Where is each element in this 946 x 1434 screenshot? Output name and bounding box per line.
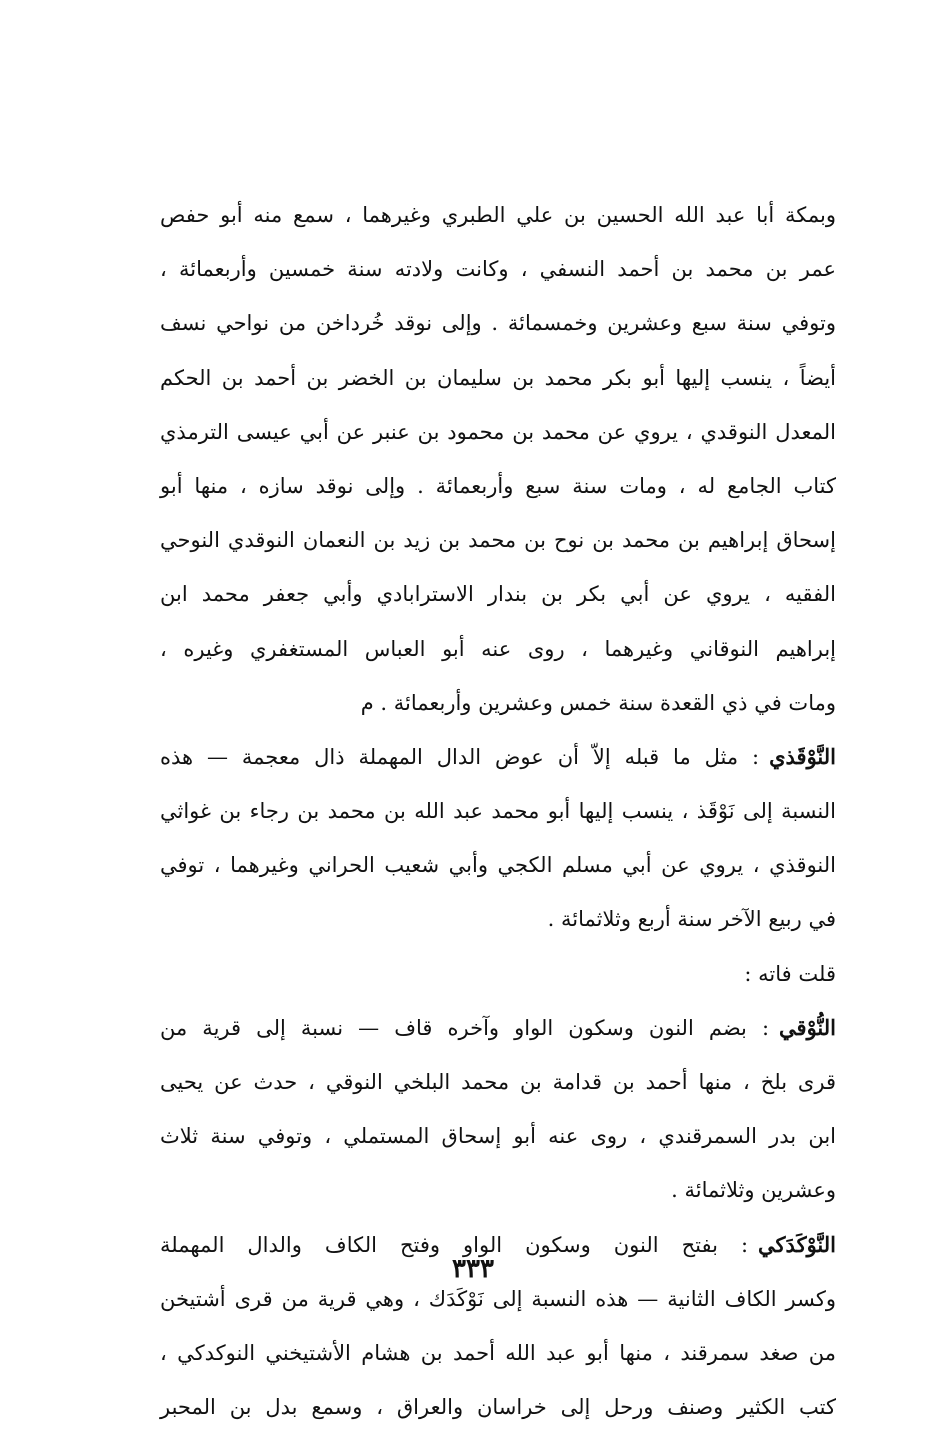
line-text: النوقذي ، يروي عن أبي مسلم الكجي وأبي شعيب الحراني وغيرهما ، توفي: [160, 853, 836, 878]
text-line: [160, 405, 836, 459]
text-line: [160, 567, 836, 621]
line-text: أيضاً ، ينسب إليها أبو بكر محمد بن سليمان بن الخضر بن أحمد بن الحكم: [160, 365, 836, 390]
line-text: المعدل النوقدي ، يروي عن محمد بن محمود بن عنبر عن أبي عيسى الترمذي: [160, 419, 836, 444]
text-line: [160, 459, 836, 513]
line-text: الفقيه ، يروي عن أبي بكر بن بندار الاسترابادي وأبي جعفر محمد ابن: [160, 582, 836, 607]
entry-heading: النُّوْقي: [779, 1014, 836, 1040]
line-text: إسحاق إبراهيم بن محمد بن نوح بن محمد بن زيد بن النعمان النوقدي النوحي: [160, 528, 836, 553]
text-line: [160, 351, 836, 405]
text-line: [160, 1001, 836, 1055]
body-text: [160, 188, 836, 1434]
text-line: [160, 1163, 836, 1217]
line-text: قلت فاته :: [744, 961, 836, 986]
line-text: كتاب الجامع له ، ومات سنة سبع وأربعمائة . وإلى نوقد سازه ، منها أبو: [160, 473, 836, 498]
line-text: قرى بلخ ، منها أحمد بن قدامة بن محمد البلخي النوقي ، حدث عن يحيى: [160, 1070, 836, 1094]
line-text: إبراهيم النوقاني وغيرهما ، روى عنه أبو العباس المستغفري وغيره ،: [160, 636, 836, 661]
text-line: [160, 622, 836, 676]
line-text: : مثل ما قبله إلاّ أن عوض الدال المهملة ذال معجمة — هذه: [160, 744, 760, 769]
line-text: كتب الكثير وصنف ورحل إلى خراسان والعراق ، وسمع بدل بن المحبر: [160, 1395, 836, 1420]
line-text: ابن بدر السمرقندي ، روى عنه أبو إسحاق المستملي ، وتوفي سنة ثلاث: [160, 1124, 836, 1149]
text-line: [160, 730, 836, 784]
text-line: [160, 784, 836, 838]
line-text: في ربيع الآخر سنة أربع وثلاثمائة .: [547, 907, 836, 932]
entry-heading: النَّوْقَذي: [769, 743, 836, 769]
line-text: وكسر الكاف الثانية — هذه النسبة إلى نَوْكَدَك ، وهي قرية من قرى أشتيخن: [160, 1286, 836, 1311]
text-line: [160, 947, 836, 1001]
text-line: [160, 838, 836, 892]
text-line: [160, 188, 836, 242]
text-line: [160, 1055, 836, 1109]
line-text: وبمكة أبا عبد الله الحسين بن علي الطبري وغيرهما ، سمع منه أبو حفص: [160, 203, 836, 227]
text-line: [160, 242, 836, 296]
text-line: [160, 892, 836, 946]
line-text: عمر بن محمد بن أحمد النسفي ، وكانت ولادته سنة خمسين وأربعمائة ،: [160, 257, 836, 282]
line-text: : بفتح النون وسكون الواو وفتح الكاف والدال المهملة: [160, 1232, 749, 1257]
line-text: : بضم النون وسكون الواو وآخره قاف — نسبة إلى قرية من: [160, 1015, 770, 1040]
text-line: [160, 513, 836, 567]
text-line: [160, 1380, 836, 1434]
line-text: من صغد سمرقند ، منها أبو عبد الله أحمد بن هشام الأشتيخني النوكدكي ،: [160, 1340, 836, 1365]
text-line: [160, 296, 836, 350]
text-line: [160, 1109, 836, 1163]
entry-heading: النَّوْكَدَكي: [758, 1231, 836, 1257]
page-number: ٣٣٣: [452, 1254, 494, 1284]
line-text: ومات في ذي القعدة سنة خمس وعشرين وأربعمائة . م: [360, 690, 836, 715]
text-line: [160, 676, 836, 730]
line-text: وعشرين وثلاثمائة .: [671, 1178, 836, 1203]
line-text: وتوفي سنة سبع وعشرين وخمسمائة . وإلى نوقد خُرداخن من نواحي نسف: [160, 311, 836, 336]
text-line: [160, 1326, 836, 1380]
line-text: النسبة إلى نَوْقَذ ، ينسب إليها أبو محمد عبد الله بن محمد بن رجاء بن غواثي: [160, 799, 836, 824]
